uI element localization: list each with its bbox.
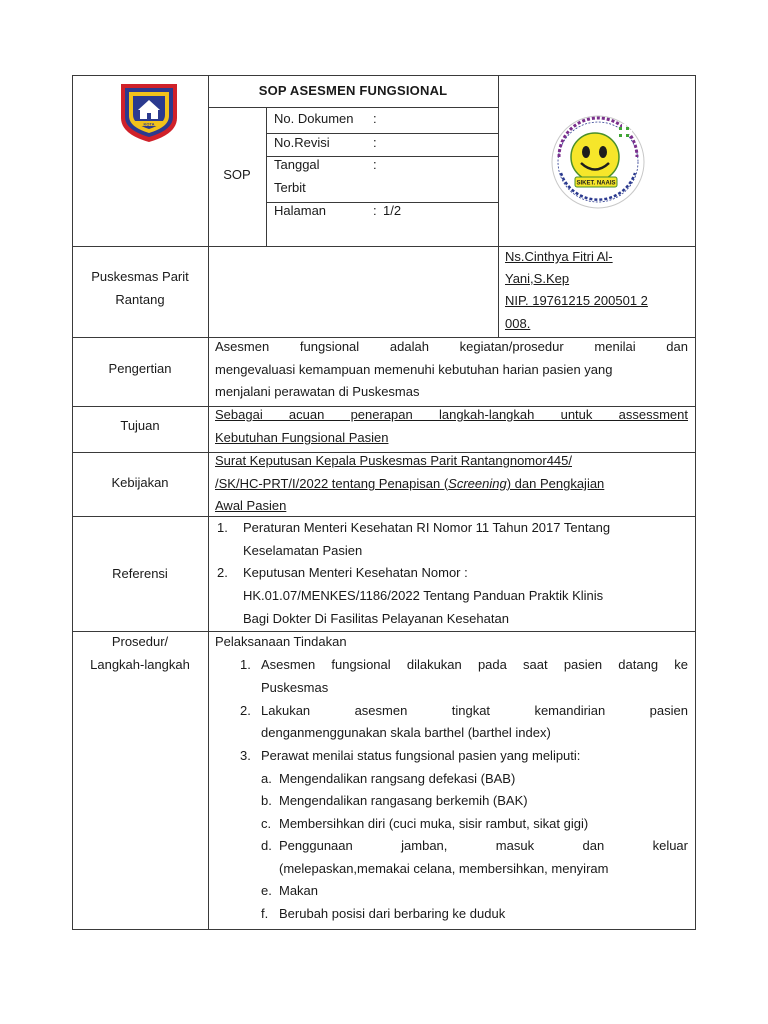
referensi-1-line-1: Peraturan Menteri Kesehatan RI Nomor 11 Tahun 2017 Tentang [243,520,611,535]
table-border-right [695,75,696,930]
label-column-divider [208,75,209,930]
field-sep-halaman: : [373,203,377,218]
referensi-2-line-2: HK.01.07/MENKES/1186/2022 Tentang Panduan Praktik Klinis [243,588,604,603]
table-border-top [72,75,696,76]
step-2-line-2: denganmenggunakan skala barthel (barthel index) [261,725,551,740]
step-2-line-1: Lakukan asesmen tingkat kemandirian pasien [261,703,688,718]
prosedur-heading: Pelaksanaan Tindakan [215,634,347,649]
signatory-nip-line-1: NIP. 19761215 200501 2 [505,293,648,308]
pengertian-line-3: menjalani perawatan di Puskesmas [215,384,420,399]
sub-item-letter-d: d. [261,838,272,853]
org-name-line-1: Puskesmas Parit [91,269,189,284]
step-number-3: 3. [240,748,251,763]
row-divider-kebijakan [72,516,696,517]
field-label-halaman: Halaman [274,203,327,218]
svg-text:SIKET. NAAIS: SIKET. NAAIS [576,180,616,187]
kebijakan-line-1: Surat Keputusan Kepala Puskesmas Parit Rantangnomor445/ [215,453,572,468]
referensi-2-line-1: Keputusan Menteri Kesehatan Nomor : [243,565,468,580]
field-value-halaman: 1/2 [383,203,402,218]
signatory-name-line-1: Ns.Cinthya Fitri Al- [505,249,613,264]
row-label-tujuan: Tujuan [120,418,160,433]
step-3-line-1: Perawat menilai status fungsional pasien yang meliputi: [261,748,581,763]
tujuan-line-1: Sebagai acuan penerapan langkah-langkah untuk assessment [215,407,688,422]
sub-item-letter-c: c. [261,816,272,831]
sub-item-a-text: Mengendalikan rangsang defekasi (BAB) [279,771,516,786]
field-label-terbit: Terbit [274,180,306,195]
step-number-2: 2. [240,703,251,718]
step-1-line-1: Asesmen fungsional dilakukan pada saat pasien datang ke [261,657,688,672]
field-sep-tanggal: : [373,157,377,172]
field-label-tanggal: Tanggal [274,157,320,172]
sub-item-letter-b: b. [261,793,272,808]
row-label-pengertian: Pengertian [108,361,172,376]
row-label-prosedur-line-1: Prosedur/ [111,634,169,649]
tujuan-line-2: Kebutuhan Fungsional Pasien [215,430,389,445]
sop-column-divider [266,107,267,246]
signatory-nip-line-2: 008. [505,316,531,331]
org-name-line-2: Rantang [115,292,165,307]
sub-item-letter-a: a. [261,771,272,786]
row-label-referensi: Referensi [112,566,168,581]
sub-item-letter-e: e. [261,883,272,898]
sub-item-e-text: Makan [279,883,319,898]
field-label-no-dokumen: No. Dokumen [274,111,354,126]
smiley-seal-icon [545,113,651,211]
field-sep-no-dokumen: : [373,111,377,126]
row-divider-referensi [72,631,696,632]
logo-column-divider [498,75,499,337]
sub-item-d-line-2: (melepaskan,memakai celana, membersihkan, menyiram [279,861,609,876]
pengertian-line-1: Asesmen fungsional adalah kegiatan/prosedur menilai dan [215,339,688,354]
sub-item-letter-f: f. [261,906,269,921]
table-border-bottom [72,929,696,930]
header-bottom-divider [72,246,696,247]
table-border-left [72,75,73,930]
kebijakan-line-3: Awal Pasien [215,498,287,513]
sub-item-c-text: Membersihkan diri (cuci muka, sisir rambut, sikat gigi) [279,816,589,831]
sub-item-b-text: Mengendalikan rangasang berkemih (BAK) [279,793,528,808]
kebijakan-line-2: /SK/HC-PRT/I/2022 tentang Penapisan (Screening) dan Pengkajian [215,476,605,491]
sub-item-d-line-1: Penggunaan jamban, masuk dan keluar [279,838,688,853]
pengertian-line-2: mengevaluasi kemampuan memenuhi kebutuhan harian pasien yang [215,362,613,377]
referensi-1-line-2: Keselamatan Pasien [243,543,363,558]
field-sep-no-revisi: : [373,135,377,150]
row-label-prosedur-line-2: Langkah-langkah [90,657,190,672]
document-title: SOP ASESMEN FUNGSIONAL [258,83,448,98]
referensi-2-line-3: Bagi Dokter Di Fasilitas Pelayanan Kesehatan [243,611,509,626]
sub-item-f-text: Berubah posisi dari berbaring ke duduk [279,906,506,921]
signatory-name-line-2: Yani,S.Kep [505,271,570,286]
field-label-no-revisi: No.Revisi [274,135,330,150]
referensi-number-1: 1. [217,520,228,535]
row-label-kebijakan: Kebijakan [111,475,169,490]
sop-label: SOP [223,167,251,182]
step-number-1: 1. [240,657,251,672]
svg-text:KOTA: KOTA [143,121,155,127]
regency-crest-icon [118,80,180,144]
step-1-line-2: Puskesmas [261,680,329,695]
title-row-divider [208,107,498,108]
referensi-number-2: 2. [217,565,228,580]
